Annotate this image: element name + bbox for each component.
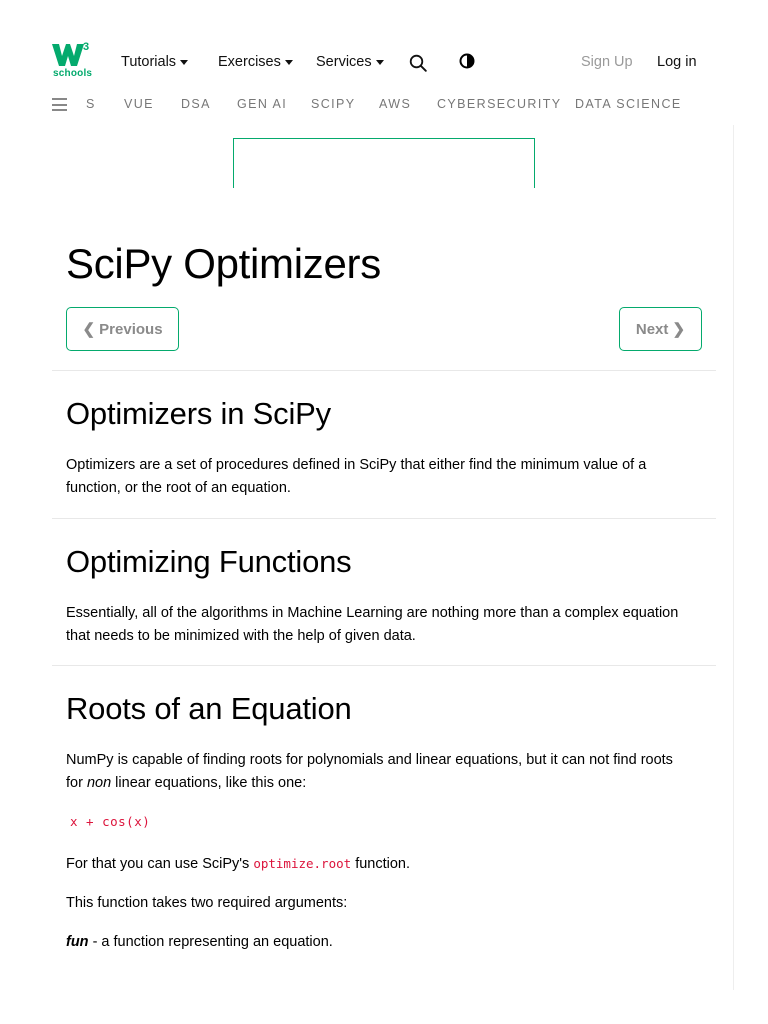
subnav-item-vue[interactable]: VUE xyxy=(124,97,154,111)
caret-down-icon xyxy=(285,60,293,65)
sign-up-link[interactable]: Sign Up xyxy=(581,54,633,70)
w3schools-logo[interactable] xyxy=(52,42,94,82)
arg-description: - a function representing an equation. xyxy=(88,934,333,950)
next-button[interactable]: Next ❯ xyxy=(619,307,702,351)
logo-superscript: 3 xyxy=(83,41,90,53)
subnav-item-cybersecurity[interactable]: CYBERSECURITY xyxy=(437,97,562,111)
subnav-item-data-science[interactable]: DATA SCIENCE xyxy=(575,97,682,111)
subnav-item-dsa[interactable]: DSA xyxy=(181,97,211,111)
paragraph-args-intro: This function takes two required arguments: xyxy=(66,895,348,911)
text-fragment: For that you can use SciPy's xyxy=(66,856,254,872)
arg-name-fun: fun xyxy=(66,934,89,950)
paragraph-line xyxy=(66,772,716,795)
nav-tutorials-dropdown[interactable] xyxy=(121,54,188,70)
text-fragment: linear equations, like this one: xyxy=(111,775,307,791)
right-gutter-divider xyxy=(733,125,734,990)
previous-button[interactable]: ❮ Previous xyxy=(66,307,179,351)
emphasis-non: non xyxy=(86,775,112,791)
section-divider xyxy=(52,518,716,519)
paragraph-arg-fun xyxy=(66,931,716,954)
nav-services-label: Services xyxy=(316,54,372,70)
top-navbar xyxy=(0,0,768,90)
text-fragment: for xyxy=(66,775,87,791)
ad-placeholder xyxy=(233,138,535,188)
paragraph-roots-intro xyxy=(66,749,716,795)
nav-exercises-label: Exercises xyxy=(218,54,281,70)
section-divider xyxy=(52,370,716,371)
contrast-icon[interactable] xyxy=(459,53,475,69)
paragraph-optimizers-intro xyxy=(66,454,716,500)
paragraph-line: function, or the root of an equation. xyxy=(66,480,291,496)
search-icon[interactable] xyxy=(409,54,427,72)
paragraph-line: that needs to be minimized with the help of given data. xyxy=(66,628,416,644)
heading-roots-of-an-equation: Roots of an Equation xyxy=(66,691,352,726)
logo-wordmark: schools xyxy=(53,68,93,79)
page-title: SciPy Optimizers xyxy=(66,240,381,287)
text-fragment: function. xyxy=(351,856,411,872)
subnav-item-scipy[interactable]: SCIPY xyxy=(311,97,356,111)
code-example: x + cos(x) xyxy=(70,814,151,829)
subnav-item-gen-ai[interactable]: GEN AI xyxy=(237,97,288,111)
w3-logo-mark xyxy=(52,42,84,68)
topic-subnav xyxy=(0,97,768,115)
nav-services-dropdown[interactable] xyxy=(316,54,384,70)
caret-down-icon xyxy=(180,60,188,65)
heading-optimizing-functions: Optimizing Functions xyxy=(66,544,352,579)
heading-optimizers-in-scipy: Optimizers in SciPy xyxy=(66,396,331,431)
paragraph-optimizing-functions xyxy=(66,602,716,648)
paragraph-line: Essentially, all of the algorithms in Machine Learning are nothing more than a complex equation xyxy=(66,605,679,621)
section-divider xyxy=(52,665,716,666)
nav-tutorials-label: Tutorials xyxy=(121,54,177,70)
log-in-link[interactable]: Log in xyxy=(657,54,697,70)
inline-code-optimize-root: optimize.root xyxy=(253,856,352,871)
caret-down-icon xyxy=(376,60,384,65)
paragraph-line: Optimizers are a set of procedures defined in SciPy that either find the minimum value of a xyxy=(66,457,647,473)
paragraph-line: NumPy is capable of finding roots for polynomials and linear equations, but it can not find roots xyxy=(66,752,673,768)
subnav-item-aws[interactable]: AWS xyxy=(379,97,412,111)
nav-exercises-dropdown[interactable] xyxy=(218,54,293,70)
paragraph-use-optimize-root xyxy=(66,852,716,876)
subnav-item-js[interactable]: S xyxy=(86,97,96,111)
